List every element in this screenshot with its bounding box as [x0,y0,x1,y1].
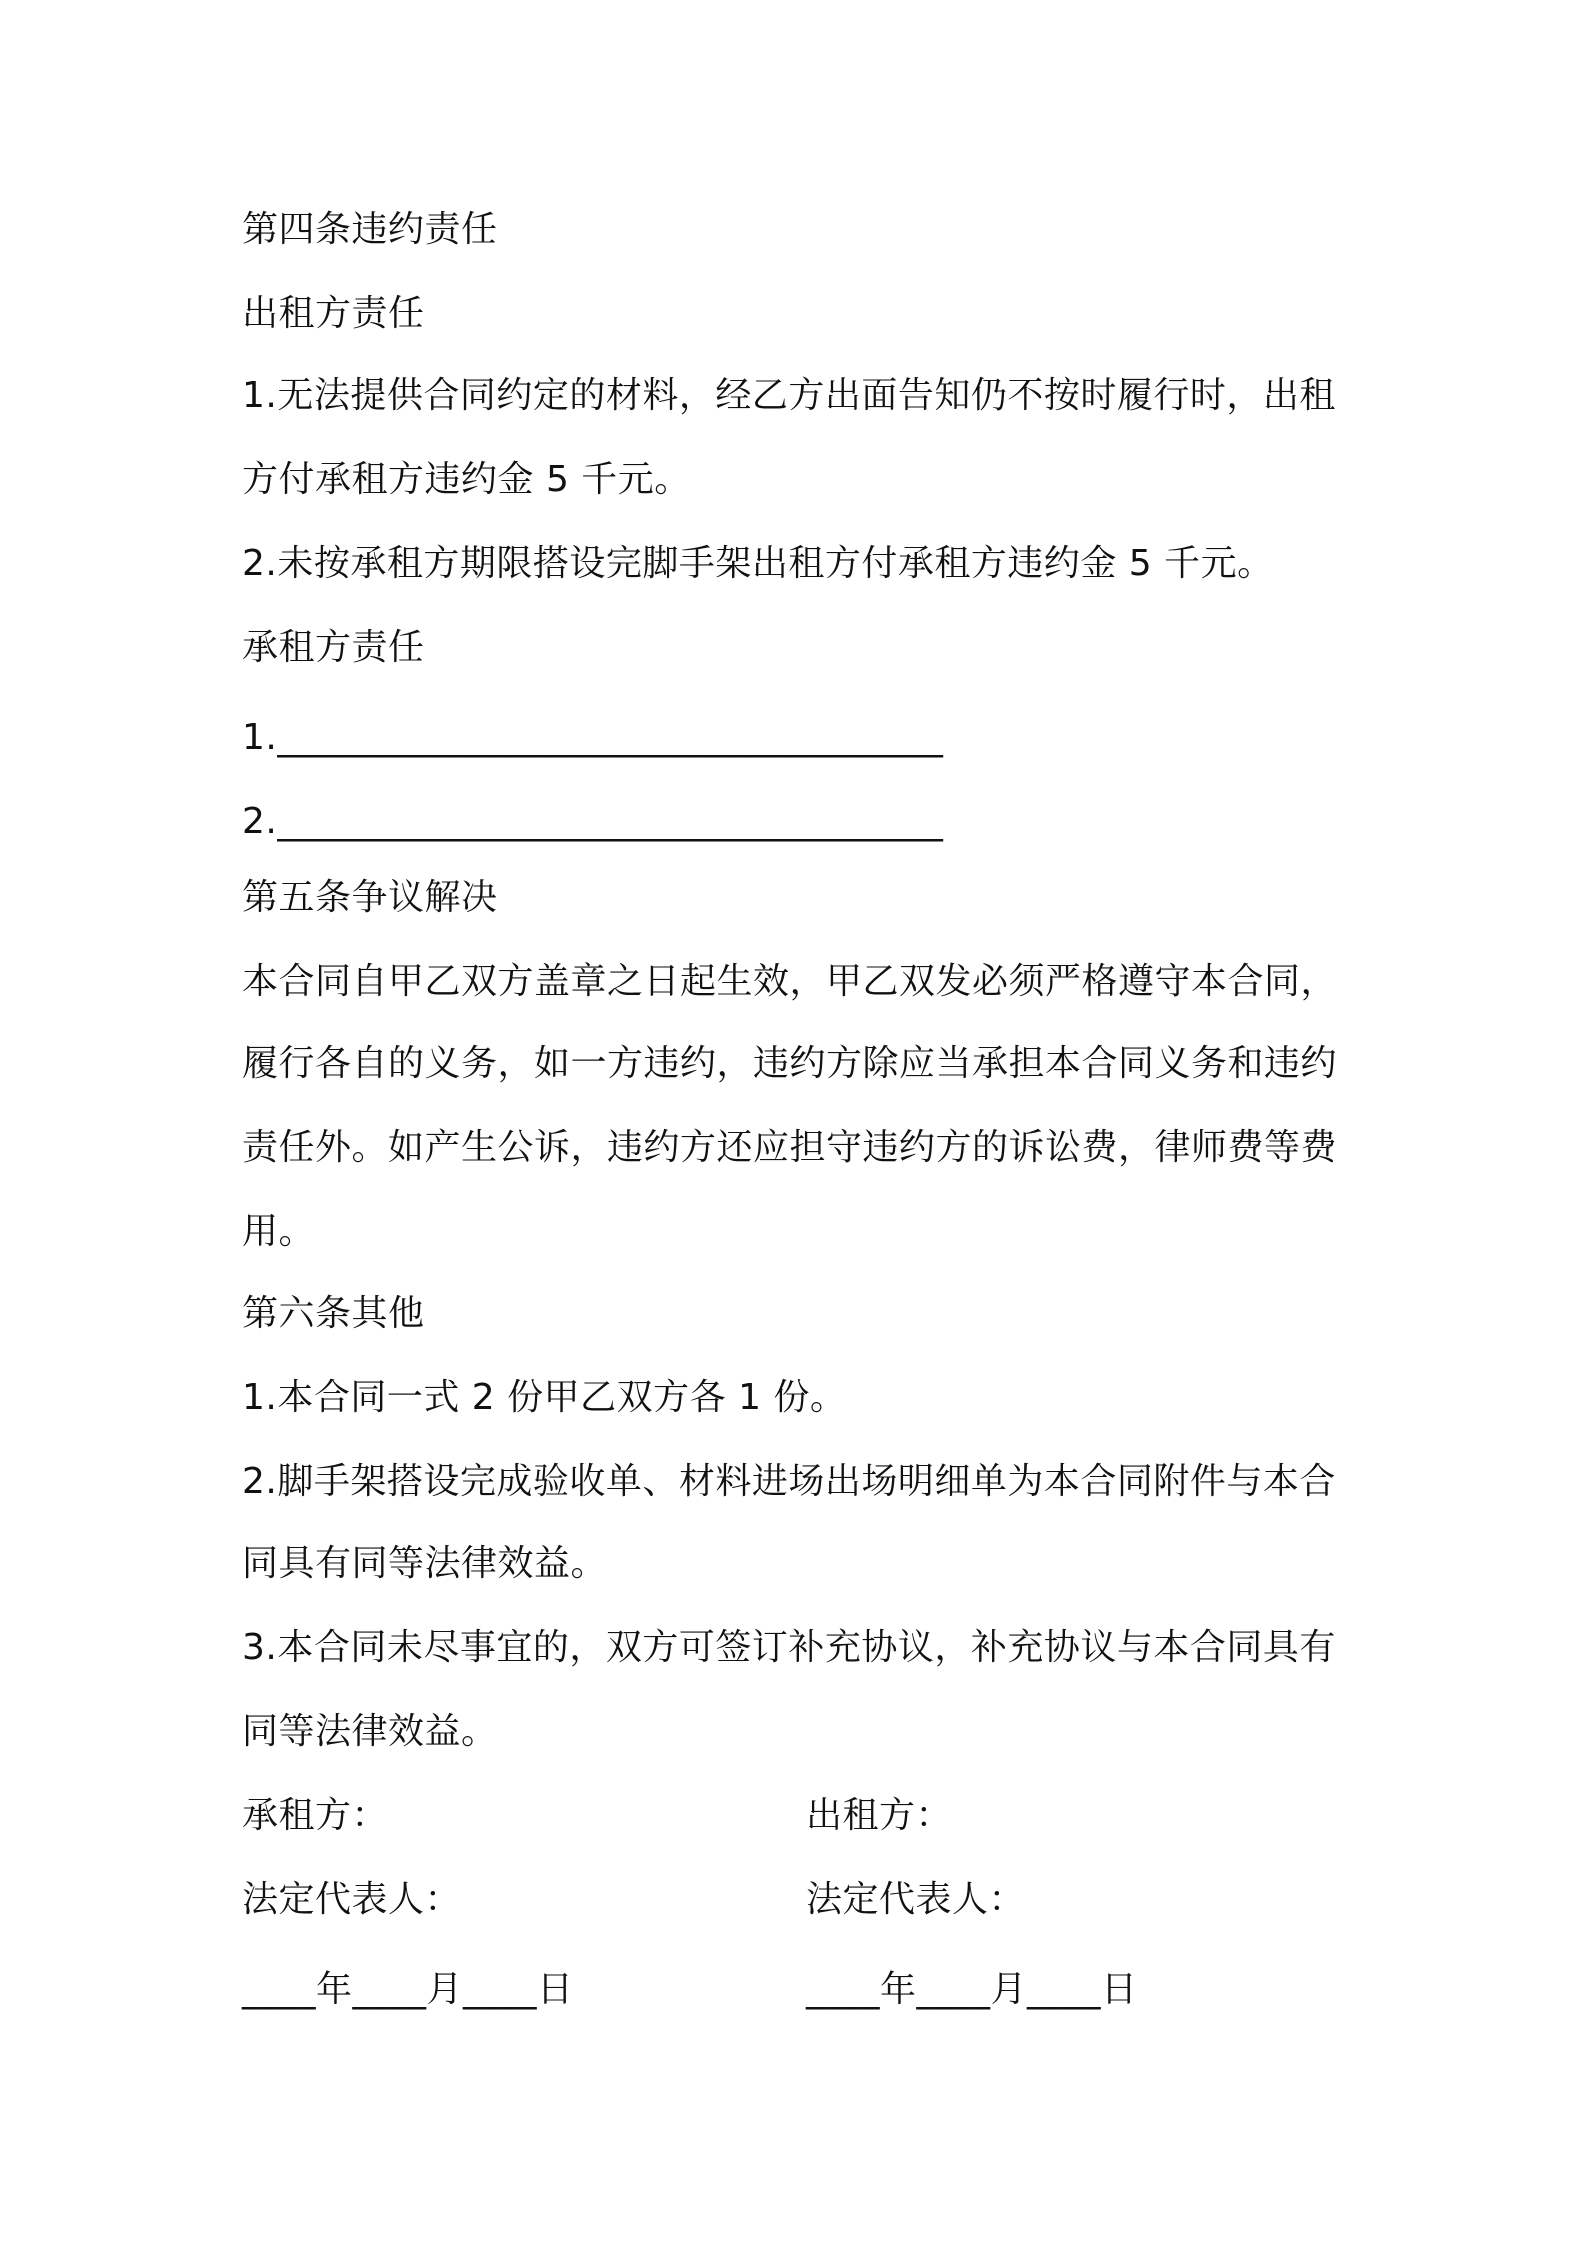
lessee-signature-label: 承租方： [242,1795,389,1836]
article5-body-line3: 责任外。如产生公诉，违约方还应担守违约方的诉讼费，律师费等费 [242,1127,1338,1168]
lessee-item1-blank: 1.____________________________________ [242,717,944,758]
article6-item1: 1.本合同一式 2 份甲乙双方各 1 份。 [242,1377,847,1418]
article6-item3-line2: 同等法律效益。 [242,1711,498,1752]
lessor-representative-label: 法定代表人： [806,1879,1026,1920]
lessor-item2: 2.未按承租方期限搭设完脚手架出租方付承租方违约金 5 千元。 [242,543,1274,584]
article5-body-line2: 履行各自的义务，如一方违约，违约方除应当承担本合同义务和违约 [242,1043,1338,1084]
lessee-date-blank: ____年____月____日 [242,1969,574,2010]
article5-body-line1: 本合同自甲乙双方盖章之日起生效，甲乙双发必须严格遵守本合同， [242,961,1338,1002]
article6-item2-line1: 2.脚手架搭设完成验收单、材料进场出场明细单为本合同附件与本合 [242,1461,1336,1502]
lessor-heading: 出租方责任 [242,293,425,334]
article5-title: 第五条争议解决 [242,877,498,918]
lessee-item2-blank: 2.____________________________________ [242,801,944,842]
article6-item2-line2: 同具有同等法律效益。 [242,1543,608,1584]
lessee-heading: 承租方责任 [242,627,425,668]
lessor-item1-line1: 1.无法提供合同约定的材料，经乙方出面告知仍不按时履行时，出租 [242,375,1336,416]
lessor-signature-label: 出租方： [806,1795,953,1836]
lessee-representative-label: 法定代表人： [242,1879,462,1920]
article6-title: 第六条其他 [242,1293,425,1334]
lessor-date-blank: ____年____月____日 [806,1969,1138,2010]
article6-item3-line1: 3.本合同未尽事宜的，双方可签订补充协议，补充协议与本合同具有 [242,1627,1336,1668]
article5-body-line4: 用。 [242,1211,316,1252]
article4-title: 第四条违约责任 [242,209,498,250]
lessor-item1-line2: 方付承租方违约金 5 千元。 [242,459,691,500]
